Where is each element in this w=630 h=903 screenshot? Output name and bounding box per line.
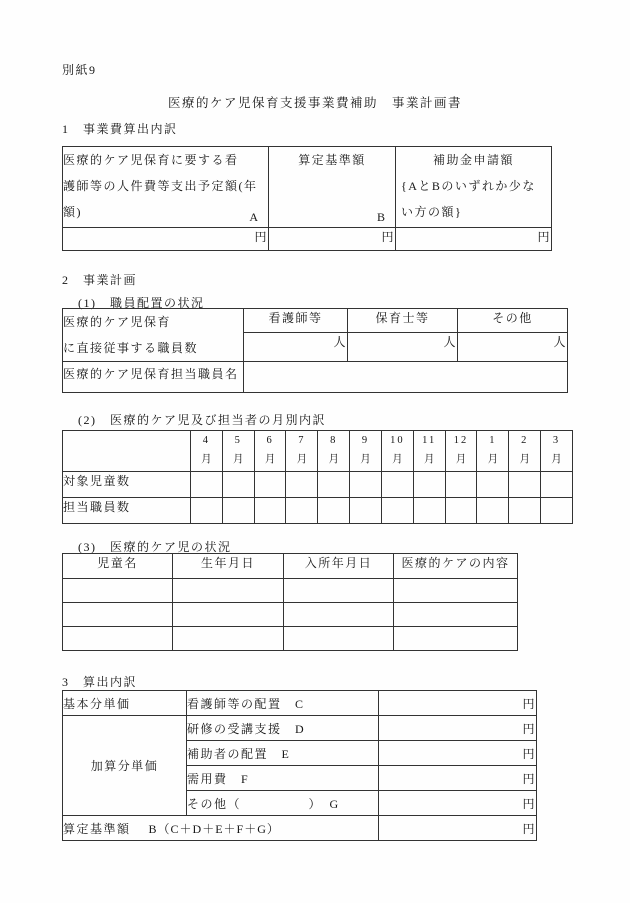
document-title: 医療的ケア児保育支援事業費補助 事業計画書 — [167, 96, 462, 110]
column-header-nurses: 看護師等 — [244, 309, 348, 333]
calculation-table — [62, 690, 537, 841]
grant-amount-header: 補助金申請額 — [432, 153, 514, 167]
grant-amount-header-cell — [396, 147, 552, 228]
calc-amount-cell: 円 — [379, 741, 537, 766]
grant-note-line: {AとBのいずれか少な — [401, 179, 536, 193]
expense-header-cell — [63, 147, 269, 228]
monthly-value-cell — [477, 498, 509, 524]
column-header-childcare: 保育士等 — [348, 309, 458, 333]
children-status-table — [62, 553, 518, 651]
child-row-cell — [284, 603, 394, 627]
target-children-row-label: 対象児童数 — [63, 472, 191, 498]
care-content-header: 医療的ケアの内容 — [394, 554, 518, 579]
calc-amount-cell: 円 — [379, 766, 537, 791]
monthly-value-cell — [445, 498, 477, 524]
staff-count-label-line: 医療的ケア児保育 — [63, 315, 172, 329]
month-header-cell: 11 月 — [413, 431, 445, 472]
monthly-value-cell — [509, 472, 541, 498]
month-header-cell: 2 月 — [509, 431, 541, 472]
expense-header-line: 額) — [63, 205, 82, 219]
staff-name-value-cell — [244, 362, 568, 393]
expense-amount-cell: 円 — [63, 228, 269, 251]
monthly-value-cell — [350, 498, 382, 524]
section1-heading: 1 事業費算出内訳 — [62, 122, 178, 136]
monthly-value-cell — [541, 498, 573, 524]
monthly-table — [62, 430, 573, 524]
month-header-cell: 12 月 — [445, 431, 477, 472]
admission-date-header: 入所年月日 — [284, 554, 394, 579]
month-header-cell: 5 月 — [222, 431, 254, 472]
monthly-value-cell — [541, 472, 573, 498]
calc-item-assistant-e: 補助者の配置 E — [187, 741, 379, 766]
label-letter-b: B — [376, 210, 385, 224]
monthly-value-cell — [477, 472, 509, 498]
section3-heading: 3 算出内訳 — [62, 675, 138, 689]
monthly-value-cell — [254, 498, 286, 524]
grant-amount-cell: 円 — [396, 228, 552, 251]
standard-amount-header-cell — [269, 147, 396, 228]
expense-header-line: 護師等の人件費等支出予定額(年 — [63, 179, 258, 193]
monthly-value-cell — [350, 472, 382, 498]
standard-total-formula: B（C＋D＋E＋F＋G） — [148, 821, 280, 836]
column-header-other: その他 — [458, 309, 568, 333]
nurses-count-cell: 人 — [244, 333, 348, 362]
childcare-count-cell: 人 — [348, 333, 458, 362]
month-header-cell: 10 月 — [381, 431, 413, 472]
monthly-value-cell — [509, 498, 541, 524]
staffing-heading: (1) 職員配置の状況 — [78, 296, 205, 310]
monthly-value-cell — [318, 498, 350, 524]
monthly-value-cell — [254, 472, 286, 498]
standard-amount-cell: 円 — [269, 228, 396, 251]
monthly-value-cell — [222, 498, 254, 524]
month-header-cell: 4 月 — [191, 431, 223, 472]
grant-note-line: い方の額} — [401, 205, 463, 219]
cost-summary-table — [62, 146, 552, 251]
monthly-value-cell — [286, 472, 318, 498]
monthly-value-cell — [318, 472, 350, 498]
children-heading: (3) 医療的ケア児の状況 — [78, 540, 232, 554]
standard-total-label: 算定基準額 — [63, 821, 131, 836]
month-header-cell: 1 月 — [477, 431, 509, 472]
staffing-table — [62, 308, 568, 393]
calc-item-supplies-f: 需用費 F — [187, 766, 379, 791]
monthly-value-cell — [381, 472, 413, 498]
child-row-cell — [173, 603, 284, 627]
calc-amount-cell: 円 — [379, 816, 537, 841]
assigned-staff-row-label: 担当職員数 — [63, 498, 191, 524]
calc-item-nurses-c: 看護師等の配置 C — [187, 691, 379, 716]
child-row-cell — [173, 627, 284, 651]
section2-heading: 2 事業計画 — [62, 273, 138, 287]
standard-total-cell — [63, 816, 379, 841]
calc-amount-cell: 円 — [379, 791, 537, 816]
child-row-cell — [394, 579, 518, 603]
calc-item-training-d: 研修の受講支援 D — [187, 716, 379, 741]
monthly-value-cell — [222, 472, 254, 498]
staff-name-label-cell: 医療的ケア児保育担当職員名 — [63, 362, 244, 393]
month-header-cell: 6 月 — [254, 431, 286, 472]
monthly-value-cell — [191, 498, 223, 524]
monthly-value-cell — [286, 498, 318, 524]
monthly-heading: (2) 医療的ケア児及び担当者の月別内訳 — [78, 413, 326, 427]
child-row-cell — [63, 603, 173, 627]
other-count-cell: 人 — [458, 333, 568, 362]
child-row-cell — [394, 603, 518, 627]
child-row-cell — [284, 579, 394, 603]
calc-amount-cell: 円 — [379, 691, 537, 716]
child-row-cell — [63, 579, 173, 603]
birthdate-header: 生年月日 — [173, 554, 284, 579]
month-header-cell: 3 月 — [541, 431, 573, 472]
monthly-value-cell — [191, 472, 223, 498]
month-header-cell: 7 月 — [286, 431, 318, 472]
monthly-value-cell — [413, 472, 445, 498]
calc-item-other-g: その他（ ） G — [187, 791, 379, 816]
staff-count-label-line: に直接従事する職員数 — [63, 341, 199, 355]
calc-amount-cell: 円 — [379, 716, 537, 741]
staff-count-label-cell — [63, 309, 244, 362]
label-letter-a: A — [249, 210, 258, 224]
standard-amount-header: 算定基準額 — [298, 153, 366, 167]
monthly-value-cell — [381, 498, 413, 524]
child-row-cell — [173, 579, 284, 603]
month-header-cell: 8 月 — [318, 431, 350, 472]
attachment-label: 別紙9 — [62, 63, 97, 77]
monthly-value-cell — [445, 472, 477, 498]
child-row-cell — [63, 627, 173, 651]
month-header-cell: 9 月 — [350, 431, 382, 472]
monthly-corner-cell — [63, 431, 191, 472]
base-unit-label-cell: 基本分単価 — [63, 691, 187, 716]
child-row-cell — [284, 627, 394, 651]
child-name-header: 児童名 — [63, 554, 173, 579]
addition-unit-label-cell: 加算分単価 — [63, 716, 187, 816]
child-row-cell — [394, 627, 518, 651]
monthly-value-cell — [413, 498, 445, 524]
expense-header-line: 医療的ケア児保育に要する看 — [63, 153, 239, 167]
